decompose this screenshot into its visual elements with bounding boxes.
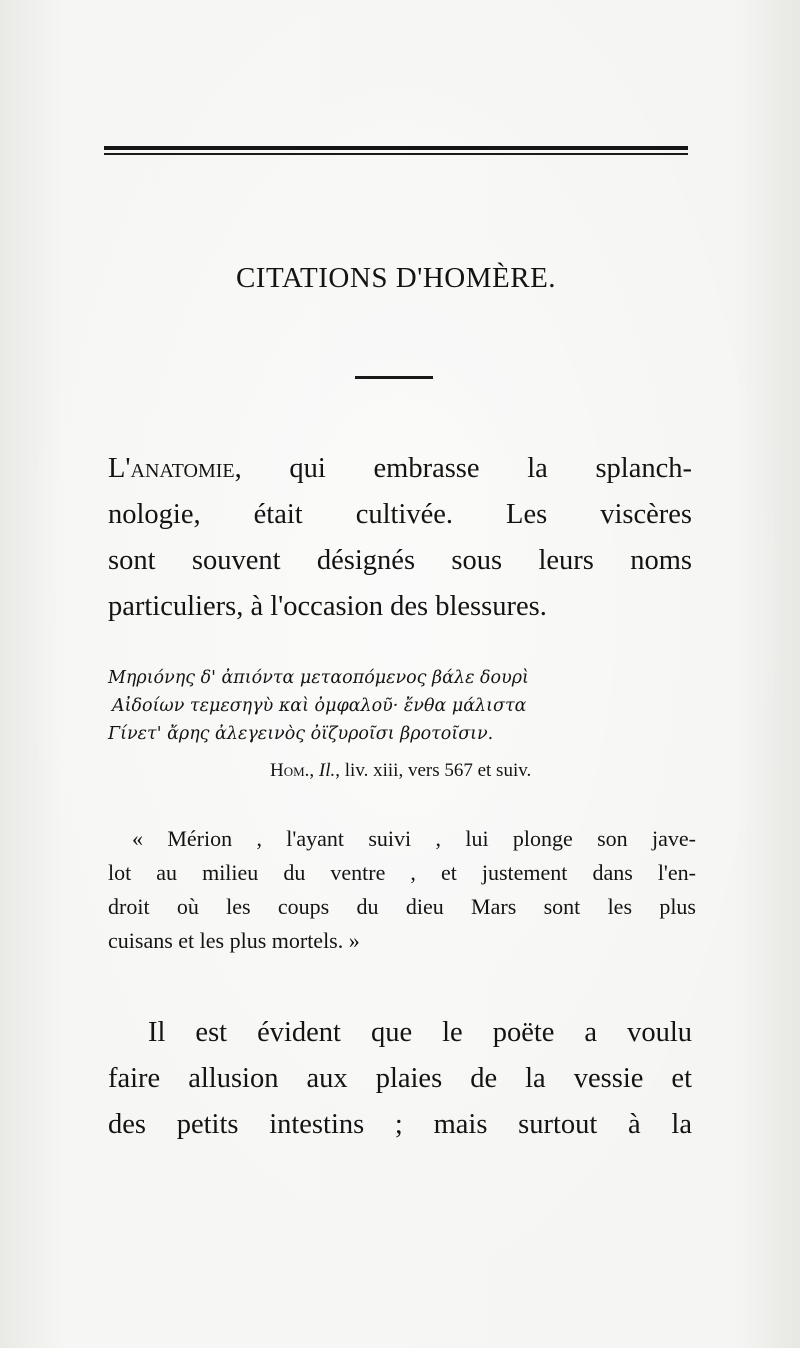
citation-work: Il. (318, 760, 336, 781)
header-double-rule-thin (104, 153, 688, 155)
paragraph-line: faire allusion aux plaies de la vessie et (108, 1063, 692, 1094)
paragraph-line: particuliers, à l'occasion des blessures. (108, 591, 547, 622)
citation-author: Hom. (270, 760, 310, 781)
citation-reference: , liv. xiii, vers 567 et suiv. (335, 760, 532, 781)
paragraph-line: Il est évident que le poëte a voulu (148, 1017, 692, 1048)
translation-line: « Mérion , l'ayant suivi , lui plonge son jave- (132, 826, 696, 851)
paragraph-line: des petits intestins ; mais surtout à la (108, 1109, 692, 1140)
title-separator-rule (355, 376, 433, 379)
paragraph-line (108, 446, 692, 492)
greek-verse-quote (108, 664, 668, 748)
greek-verse-line: Μηριόνης δ' ἀπιόντα μεταοπόμενος βάλε δουρὶ (108, 668, 529, 688)
paragraph-line: nologie, était cultivée. Les viscères (108, 499, 692, 530)
homer-citation (270, 760, 670, 782)
translation-line: cuisans et les plus mortels. » (108, 928, 360, 953)
citation-separator: , (309, 760, 319, 781)
chapter-title: CITATIONS D'HOMÈRE. (235, 262, 557, 294)
paragraph-line: sont souvent désignés sous leurs noms (108, 545, 692, 576)
paragraph-poet-allusion (108, 1010, 692, 1148)
greek-verse-line: Αἰδοίων τεμεσηγὺ καὶ ὀμφαλοῦ· ἔνθα μάλιστα (112, 696, 527, 716)
translation-line: lot au milieu du ventre , et justement dans l'en- (108, 860, 696, 885)
paragraph-line-text: , qui embrasse la splanch- (234, 453, 692, 484)
french-translation-quote (108, 822, 696, 958)
translation-line: droit où les coups du dieu Mars sont les plus (108, 894, 696, 919)
header-double-rule-thick (104, 146, 688, 150)
lead-initial: L' (108, 453, 131, 484)
lead-word: anatomie (130, 453, 235, 484)
greek-verse-line: Γίνετ' ἄρης ἀλεγεινὸς ὀϊζυροῖσι βροτοῖσιν. (108, 724, 494, 744)
paragraph-anatomy (108, 446, 692, 630)
